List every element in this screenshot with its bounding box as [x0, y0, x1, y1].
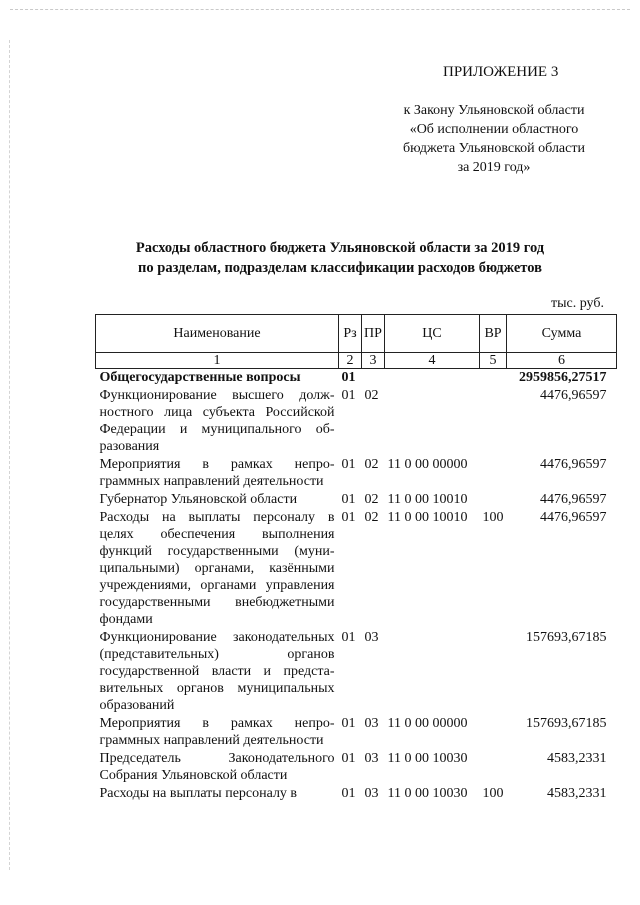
row-vr — [480, 387, 507, 456]
row-cs — [385, 629, 480, 715]
header-sum: Сумма — [507, 315, 617, 353]
row-vr — [480, 456, 507, 491]
table-row — [96, 750, 617, 785]
row-cs: 11 0 00 10010 — [387, 492, 468, 507]
row-sum: 157693,67185 — [526, 716, 607, 731]
annex-subtitle-line: за 2019 год» — [457, 160, 531, 175]
row-name: Функционирование законодательных (представительных) органов государственной власти и представительных органов муниципальных образований — [99, 630, 335, 713]
row-rz: 01 — [341, 370, 356, 385]
row-name: Расходы на выплаты персоналу в — [99, 786, 298, 801]
header-rz: Рз — [339, 315, 362, 353]
table-row — [96, 629, 617, 715]
row-rz: 01 — [341, 716, 356, 731]
row-name: Общегосударственные вопросы — [99, 370, 301, 385]
table-row — [96, 509, 617, 629]
column-number: 3 — [362, 353, 385, 369]
scan-edge-top — [10, 9, 630, 10]
row-rz: 01 — [341, 630, 356, 645]
row-rz: 01 — [341, 492, 356, 507]
row-sum: 4583,2331 — [547, 786, 607, 801]
row-pr: 02 — [364, 492, 379, 507]
column-number: 2 — [339, 353, 362, 369]
header-vr: ВР — [480, 315, 507, 353]
header-cs: ЦС — [385, 315, 480, 353]
annex-subtitle-line: бюджета Ульяновской области — [403, 141, 585, 156]
table-row — [96, 491, 617, 509]
row-name: Расходы на выплаты персоналу в целях обеспечения выполнения функций государственными (муниципальными) органами, казёнными учреждениями, органами управления государственными внебюджетными фондами — [99, 510, 335, 627]
document-title-line: по разделам, подразделам классификации расходов бюджетов — [138, 260, 542, 276]
row-cs — [385, 369, 480, 388]
column-number: 4 — [385, 353, 480, 369]
row-sum: 157693,67185 — [526, 630, 607, 645]
row-sum: 4583,2331 — [547, 751, 607, 766]
row-sum: 4476,96597 — [540, 457, 607, 472]
row-pr: 03 — [364, 716, 379, 731]
row-name: Мероприятия в рамках непрограммных направлений деятельности — [99, 716, 335, 748]
table-header-row — [96, 315, 617, 353]
row-pr: 03 — [364, 751, 379, 766]
column-number: 1 — [96, 353, 339, 369]
row-pr: 03 — [364, 630, 379, 645]
document-title — [60, 238, 620, 278]
row-name: Мероприятия в рамках непрограммных направлений деятельности — [99, 457, 335, 489]
row-vr — [480, 715, 507, 750]
row-vr — [480, 629, 507, 715]
annex-subtitle — [380, 101, 608, 177]
scan-edge-left — [9, 40, 10, 870]
row-cs — [385, 387, 480, 456]
table-row — [96, 387, 617, 456]
annex-subtitle-line: к Закону Ульяновской области — [403, 103, 585, 118]
row-rz: 01 — [341, 786, 356, 801]
table-body — [96, 369, 617, 804]
table-row — [96, 369, 617, 388]
document-title-line: Расходы областного бюджета Ульяновской области за 2019 год — [135, 240, 545, 256]
row-name: Губернатор Ульяновской области — [99, 492, 298, 507]
row-rz: 01 — [341, 388, 356, 403]
row-sum: 4476,96597 — [540, 492, 607, 507]
row-pr: 02 — [364, 457, 379, 472]
row-pr: 02 — [364, 388, 379, 403]
row-pr: 03 — [364, 786, 379, 801]
row-pr — [362, 369, 385, 388]
row-name: Председатель Законодательного Собрания Ульяновской области — [99, 751, 335, 783]
annex-subtitle-line: «Об исполнении областного — [409, 122, 579, 137]
row-name: Функционирование высшего должностного лица субъекта Российской Федерации и муниципального образования — [99, 388, 335, 454]
row-vr — [480, 491, 507, 509]
row-pr: 02 — [364, 510, 379, 525]
row-vr: 100 — [482, 510, 504, 525]
row-vr — [480, 750, 507, 785]
column-number: 6 — [507, 353, 617, 369]
row-sum: 4476,96597 — [540, 510, 607, 525]
row-cs: 11 0 00 10030 — [387, 751, 468, 766]
table-row — [96, 785, 617, 803]
row-cs: 11 0 00 00000 — [387, 457, 468, 472]
table-row — [96, 715, 617, 750]
row-cs: 11 0 00 10030 — [387, 786, 468, 801]
row-rz: 01 — [341, 510, 356, 525]
row-rz: 01 — [341, 751, 356, 766]
column-number: 5 — [480, 353, 507, 369]
row-sum: 4476,96597 — [540, 388, 607, 403]
table-row — [96, 456, 617, 491]
row-rz: 01 — [341, 457, 356, 472]
row-cs: 11 0 00 10010 — [387, 510, 468, 525]
column-number-row — [96, 353, 617, 369]
annex-label: ПРИЛОЖЕНИЕ 3 — [443, 64, 559, 80]
expenses-table — [95, 314, 617, 803]
header-name: Наименование — [96, 315, 339, 353]
row-sum: 2959856,27517 — [519, 370, 607, 385]
row-vr — [480, 369, 507, 388]
row-cs: 11 0 00 00000 — [387, 716, 468, 731]
row-vr: 100 — [482, 786, 504, 801]
unit-label: тыс. руб. — [551, 296, 604, 311]
header-pr: ПР — [362, 315, 385, 353]
